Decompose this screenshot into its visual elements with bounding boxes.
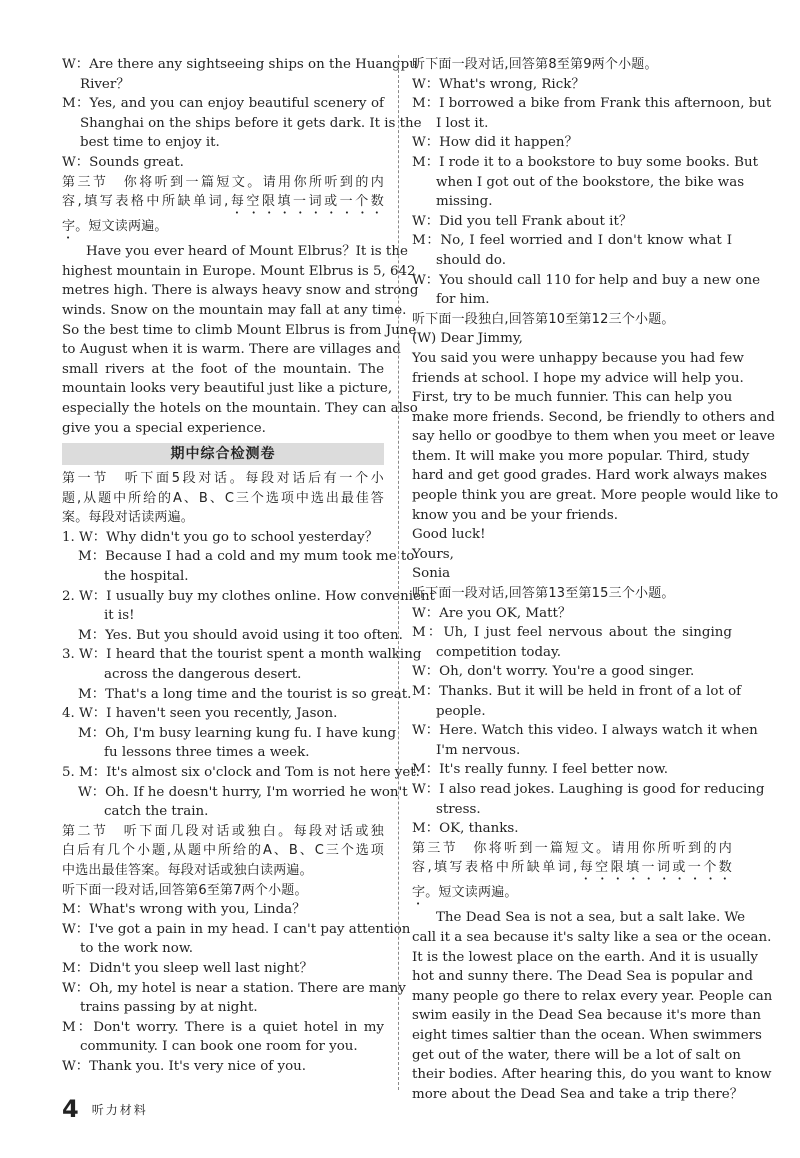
exam-section-heading: 期中综合检测卷 (62, 443, 384, 465)
instruction-line: 字。短文读两遍。 (412, 885, 518, 901)
text-line: should do. (436, 252, 506, 268)
text-line: missing. (436, 194, 493, 210)
text-line: 中选出最佳答案。每段对话或独白读两遍。 (62, 862, 313, 878)
column-divider (398, 55, 399, 1090)
text-line: W：How did it happen？ (412, 135, 578, 151)
text-line: 听下面一段对话,回答第6至第7两个小题。 (62, 882, 308, 898)
text-line: 白后有几个小题,从题中所给的A、B、C三个选项 (62, 843, 384, 859)
text-line: M：No, I feel worried and I don't know what I (412, 233, 732, 249)
text-line: M：Didn't you sleep well last night？ (62, 960, 313, 976)
text-line: W：I also read jokes. Laughing is good for reducing (412, 781, 765, 797)
text-line: get out of the water, there will be a lot of salt on (412, 1047, 741, 1063)
text-line: W：Oh. If he doesn't hurry, I'm worried he won't (78, 784, 408, 800)
instruction-line: 容,填写表格中所缺单词,每空限填一词或一个数 (412, 860, 732, 876)
text-line: Yours, (412, 546, 454, 562)
instruction-line: 容,填写表格中所缺单词,每空限填一词或一个数 (62, 194, 384, 210)
text-line: It is the lowest place on the earth. And it is usually (412, 949, 758, 965)
text-line: So the best time to climb Mount Elbrus is from June (62, 322, 417, 338)
text-line: to the work now. (80, 941, 193, 957)
text-line: people think you are great. More people would like to (412, 488, 779, 504)
text-line: stress. (436, 801, 481, 817)
text-line: M：Thanks. But it will be held in front of a lot of (412, 684, 742, 699)
text-line: Shanghai on the ships before it gets dark. It is the (80, 115, 422, 131)
section3-instructions-right (412, 839, 732, 909)
text-line: make more friends. Second, be friendly to others and (412, 409, 775, 425)
text-line: swim easily in the Dead Sea because it's more than (412, 1008, 761, 1024)
text-line: M：Uh, I just feel nervous about the singing (412, 625, 732, 641)
text-line: 第一节 听下面5段对话。每段对话后有一个小 (62, 471, 384, 487)
text-line: M：I rode it to a bookstore to buy some books. But (412, 154, 758, 170)
right-column (412, 55, 779, 1104)
text-line: Have you ever heard of Mount Elbrus？It is the (86, 244, 408, 260)
text-line: 1. W：Why didn't you go to school yesterday？ (62, 529, 379, 545)
text-line: W：Are you OK, Matt？ (412, 605, 572, 621)
passage-mount-elbrus (62, 242, 419, 438)
text-line: fu lessons three times a week. (104, 745, 310, 761)
text-line: mountain looks very beautiful just like a picture, (62, 381, 393, 397)
page-footer (62, 1095, 148, 1123)
text-line: many people go there to relax every year. People can (412, 988, 773, 1004)
text-line: 5. M：It's almost six o'clock and Tom is not here yet. (62, 765, 420, 780)
text-line: competition today. (436, 644, 562, 660)
text-line: give you a special experience. (62, 420, 266, 436)
text-line: M：Don't worry. There is a quiet hotel in my (62, 1019, 384, 1035)
text-line: them. It will make you more popular. Third, study (412, 448, 750, 464)
footer-label: 听力材料 (91, 1102, 148, 1117)
text-line: to August when it is warm. There are villages and (62, 342, 401, 358)
text-line: M：It's really funny. I feel better now. (412, 762, 668, 778)
text-line: trains passing by at night. (80, 1000, 258, 1016)
text-line: metres high. There is always heavy snow and strong (62, 283, 419, 299)
text-line: The Dead Sea is not a sea, but a salt lake. We (436, 910, 746, 926)
text-line: when I got out of the bookstore, the bike was (436, 174, 745, 190)
text-line: W：You should call 110 for help and buy a new one (412, 272, 761, 288)
text-line: 听下面一段对话,回答第8至第9两个小题。 (412, 57, 658, 72)
text-line: 听下面一段对话,回答第13至第15三个小题。 (412, 586, 675, 602)
text-line: it is! (104, 608, 135, 624)
text-line: Good luck! (412, 527, 486, 543)
text-line: Sonia (412, 566, 451, 582)
text-line: hot and sunny there. The Dead Sea is popular and (412, 969, 753, 985)
dialogues-and-letter (412, 55, 779, 839)
text-line: M：OK, thanks. (412, 821, 519, 837)
text-line: M：Because I had a cold and my mum took me to (78, 549, 415, 565)
text-line: more about the Dead Sea and take a trip there？ (412, 1086, 744, 1102)
text-line: 案。每段对话读两遍。 (62, 510, 195, 526)
text-line: W：What's wrong, Rick？ (412, 76, 585, 92)
text-line: especially the hotels on the mountain. They can also (62, 400, 418, 416)
text-line: call it a sea because it's salty like a sea or the ocean. (412, 929, 772, 945)
text-line: River？ (80, 76, 130, 92)
text-line: 听下面一段独白,回答第10至第12三个小题。 (412, 311, 675, 327)
text-line: M：Yes, and you can enjoy beautiful scenery of (62, 96, 384, 112)
text-line: W：Here. Watch this video. I always watch it when (412, 723, 758, 739)
text-line: 第二节 听下面几段对话或独白。每段对话或独 (62, 823, 384, 839)
text-line: W：Thank you. It's very nice of you. (62, 1058, 307, 1074)
text-line: 题,从题中所给的A、B、C三个选项中选出最佳答 (62, 490, 384, 506)
text-line: 2. W：I usually buy my clothes online. How convenient (62, 588, 435, 604)
text-line: catch the train. (104, 804, 209, 820)
text-line: 4. W：I haven't seen you recently, Jason. (62, 706, 338, 722)
text-line: W：Oh, don't worry. You're a good singer. (412, 664, 695, 680)
text-line: their bodies. After hearing this, do you want to know (412, 1067, 772, 1083)
text-line: the hospital. (104, 569, 189, 585)
text-line: (W) Dear Jimmy, (412, 331, 523, 347)
text-line: friends at school. I hope my advice will help you. (412, 370, 744, 386)
text-line: winds. Snow on the mountain may fall at any time. (62, 302, 407, 318)
text-line: W：Sounds great. (62, 154, 184, 170)
text-line: eight times saltier than the ocean. When swimmers (412, 1027, 762, 1043)
text-line: small rivers at the foot of the mountain. The (62, 361, 384, 377)
text-line: M：That's a long time and the tourist is so great. (78, 686, 412, 702)
instruction-line: 第三节 你将听到一篇短文。请用你所听到的内 (412, 840, 732, 856)
text-line: M：Yes. But you should avoid using it too often. (78, 627, 403, 643)
section3-instructions-left (62, 173, 384, 243)
text-line: hard and get good grades. Hard work always makes (412, 468, 767, 484)
text-line: W：Did you tell Frank about it？ (412, 213, 633, 229)
text-line: community. I can book one room for you. (80, 1039, 358, 1055)
text-line: You said you were unhappy because you had few (412, 350, 744, 366)
text-line: I'm nervous. (436, 742, 521, 758)
text-line: W：Oh, my hotel is near a station. There are many (62, 980, 406, 996)
instruction-line: 第三节 你将听到一篇短文。请用你所听到的内 (62, 174, 384, 190)
dialogue-huangpu (62, 55, 422, 173)
text-line: M：What's wrong with you, Linda？ (62, 902, 306, 918)
text-line: say hello or goodbye to them when you meet or leave (412, 429, 775, 445)
passage-dead-sea (412, 908, 773, 1104)
text-line: know you and be your friends. (412, 507, 619, 523)
text-line: for him. (436, 292, 490, 308)
text-line: W：Are there any sightseeing ships on the Huangpu (62, 57, 418, 72)
text-line: best time to enjoy it. (80, 135, 220, 151)
text-line: people. (436, 703, 486, 719)
text-line: I lost it. (436, 115, 489, 131)
text-line: highest mountain in Europe. Mount Elbrus is 5, 642 (62, 263, 416, 279)
text-line: 3. W：I heard that the tourist spent a month walking (62, 647, 422, 663)
text-line: W：I've got a pain in my head. I can't pay attention (62, 921, 411, 937)
text-line: M：Oh, I'm busy learning kung fu. I have kung (78, 725, 397, 741)
text-line: M：I borrowed a bike from Frank this afternoon, but (412, 96, 772, 112)
page-number: 4 (62, 1095, 79, 1123)
text-line: First, try to be much funnier. This can help you (412, 390, 733, 406)
text-line: across the dangerous desert. (104, 667, 302, 683)
instruction-line: 字。短文读两遍。 (62, 219, 168, 235)
